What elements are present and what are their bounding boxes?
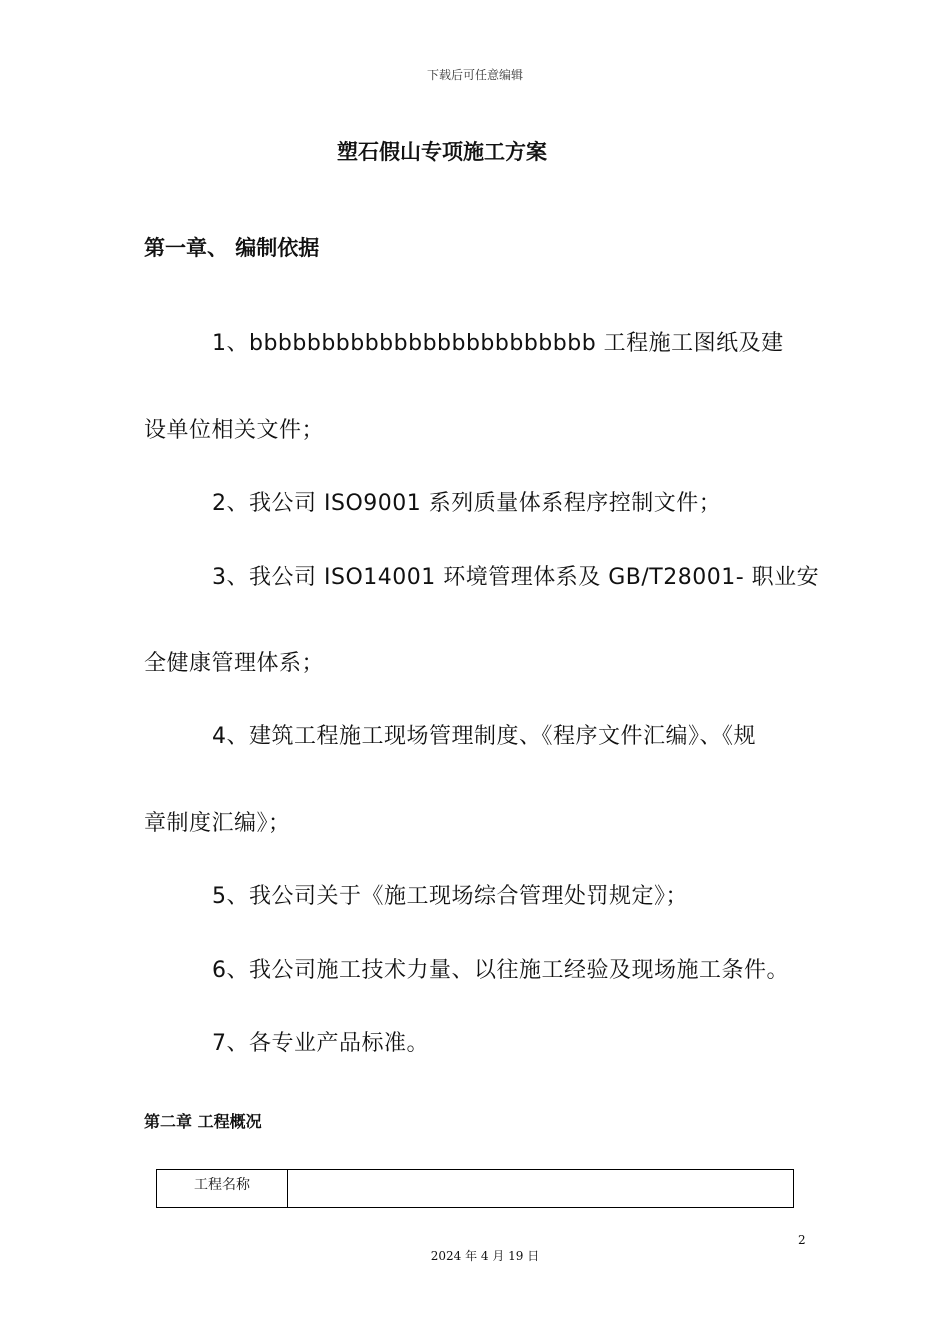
item-4-line-1: 4、建筑工程施工现场管理制度、《程序文件汇编》、《规 <box>212 724 756 749</box>
item-5-line-1: 5、我公司关于《施工现场综合管理处罚规定》； <box>212 884 688 909</box>
item-6-line-1: 6、我公司施工技术力量、以往施工经验及现场施工条件。 <box>212 958 789 983</box>
item-4-line-2: 章制度汇编》； <box>144 811 291 836</box>
item-3-line-2: 全健康管理体系； <box>144 651 325 676</box>
table-row <box>157 1170 794 1208</box>
chapter-1-heading: 第一章、 编制依据 <box>144 236 320 260</box>
item-2-line-1: 2、我公司 ISO9001 系列质量体系程序控制文件； <box>212 491 722 516</box>
item-7-line-1: 7、各专业产品标准。 <box>212 1031 429 1056</box>
project-name-value <box>288 1170 794 1208</box>
project-name-label: 工程名称 <box>157 1170 288 1208</box>
item-1-line-1: 1、bbbbbbbbbbbbbbbbbbbbbbbb 工程施工图纸及建 <box>212 331 784 356</box>
project-info-table <box>156 1169 794 1208</box>
chapter-2-heading: 第二章 工程概况 <box>144 1112 262 1131</box>
page-number: 2 <box>798 1233 806 1247</box>
page-header-note: 下载后可任意编辑 <box>426 68 523 82</box>
item-3-line-1: 3、我公司 ISO14001 环境管理体系及 GB/T28001- 职业安 <box>212 565 820 590</box>
document-title: 塑石假山专项施工方案 <box>337 140 547 164</box>
item-1-line-2: 设单位相关文件； <box>144 418 325 443</box>
footer-date: 2024 年 4 月 19 日 <box>430 1249 540 1263</box>
